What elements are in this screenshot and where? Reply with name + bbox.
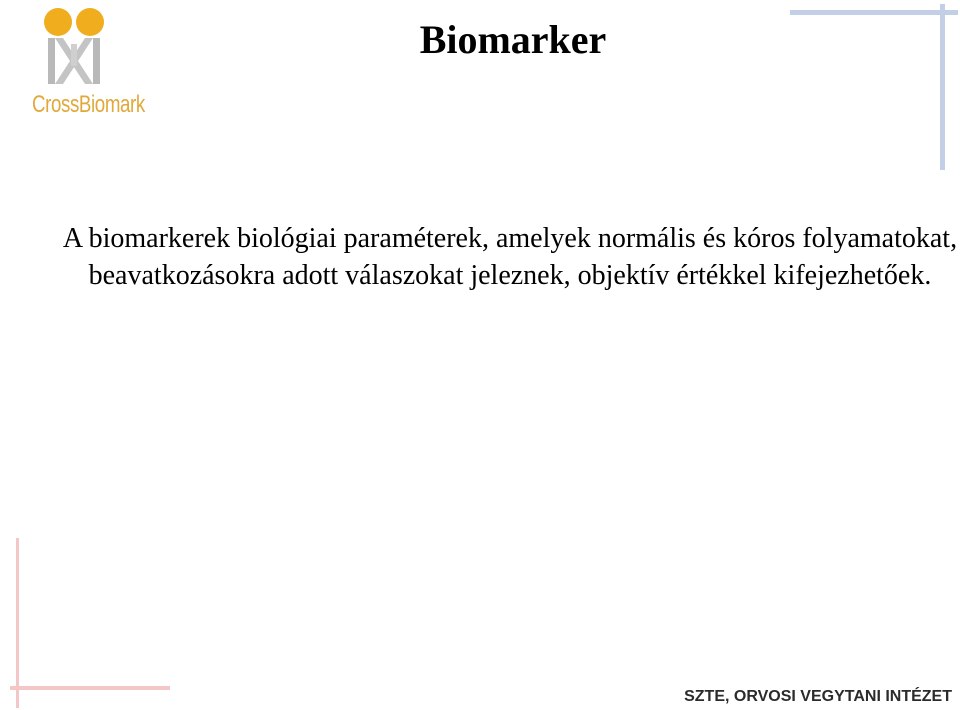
decorative-line-right [940, 4, 945, 170]
decorative-line-left [16, 538, 19, 708]
crossbiomark-logo [14, 4, 154, 116]
slide-body-text: A biomarkerek biológiai paraméterek, amelyek normális és kóros folyamatokat, beavatkozásokra adott válaszokat jeleznek, objektív értékkel kifejezhetőek. [62, 223, 958, 291]
footer-institution: SZTE, ORVOSI VEGYTANI INTÉZET [684, 688, 952, 705]
crossbiomark-logo-icon [14, 4, 154, 94]
decorative-line-bottom [10, 686, 170, 690]
decorative-line-top [790, 10, 958, 15]
logo-wordmark: CrossBiomark [32, 91, 145, 118]
slide-title: Biomarker [419, 17, 607, 62]
